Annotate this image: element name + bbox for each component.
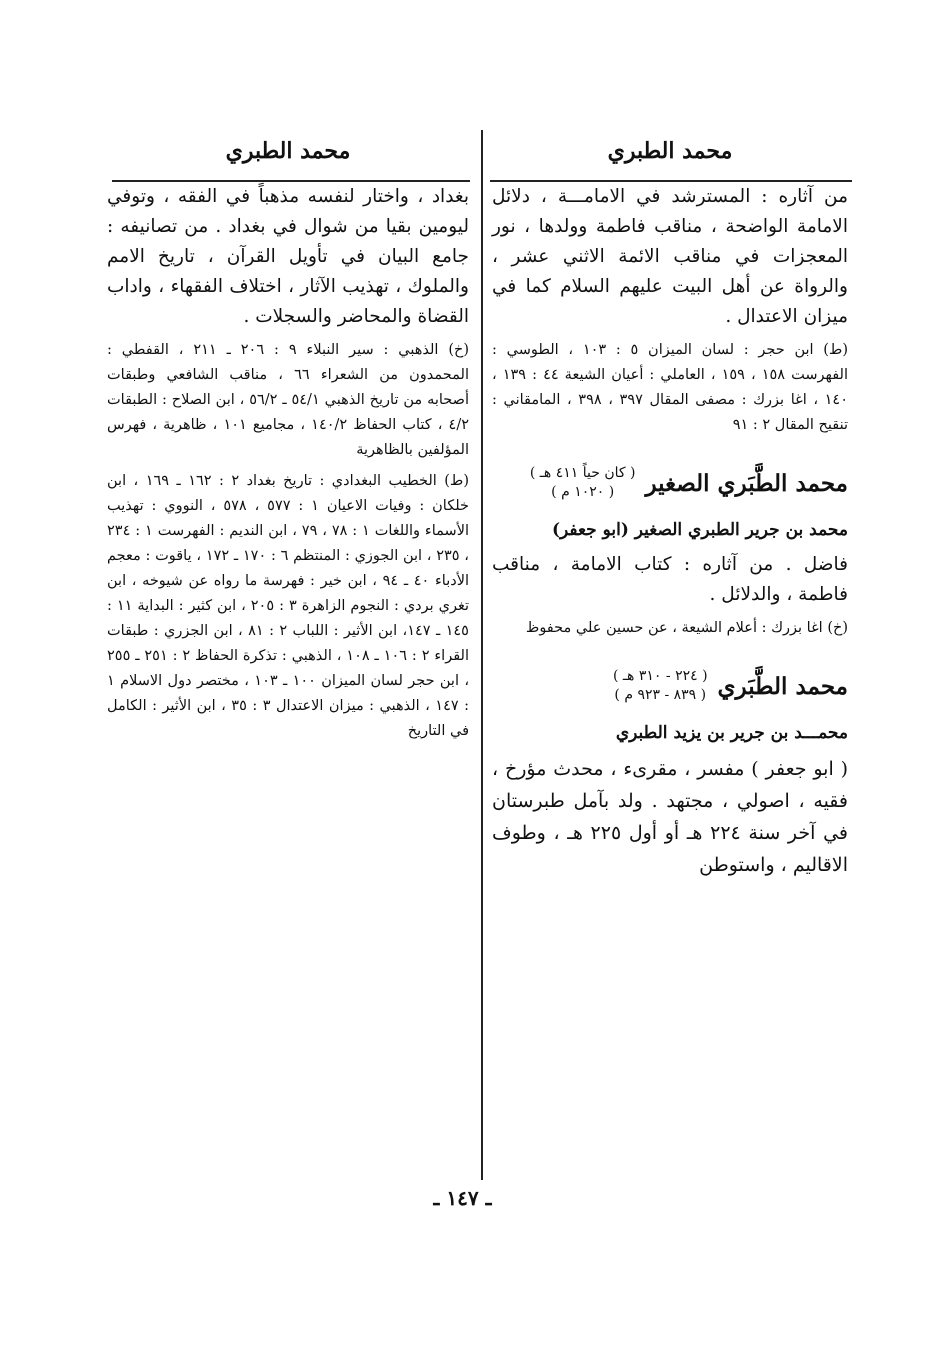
right-running-header: محمد الطبري — [607, 138, 733, 164]
entry-dates-gregorian: ( ١٠٢٠ م ) — [551, 484, 615, 500]
right-column — [492, 130, 848, 887]
entry-name: محمد الطَّبَري — [717, 672, 848, 700]
continuation-paragraph: بغداد ، واختار لنفسه مذهباً في الفقه ، وتوفي ليومين بقيا من شوال في بغداد . من تصانيفه : جامع البيان في تأويل القرآن ، تاريخ الامم والملوك ، تهذيب الآثار ، اختلاف الفقهاء ، واداب القضاة والمحاضر والسجلات . — [107, 186, 469, 327]
entry-text: ( ابو جعفر ) مفسر ، مقرىء ، محدث مؤرخ ، فقيه ، اصولي ، مجتهد . ولد بآمل طبرستان في آخر سنة ٢٢٤ هـ أو أول ٢٢٥ هـ ، وطوف الاقاليم ، واستوطن — [492, 758, 848, 876]
entry-full-name: محمد بن جرير الطبري الصغير (ابو جعفر) — [551, 520, 848, 540]
entry-references: (خ) اغا بزرك : أعلام الشيعة ، عن حسين علي محفوظ — [525, 620, 848, 636]
left-column — [107, 130, 469, 750]
left-running-header: محمد الطبري — [225, 138, 351, 164]
entry-text: فاضل . من آثاره : كتاب الامامة ، مناقب فاطمة ، والدلائل . — [492, 554, 848, 605]
page-number: ـ ١٤٧ ـ — [433, 1186, 492, 1210]
entry-dates-hijri: ( كان حياً ٤١١ هـ ) — [529, 465, 636, 481]
intro-references: (ط) ابن حجر : لسان الميزان ٥ : ١٠٣ ، الطوسي : الفهرست ١٥٨ ، ١٥٩ ، العاملي : أعيان الشيعة ٤٤ : ١٣٩ ، ١٤٠ ، اغا بزرك : مصفى المقال ٣٩٧ ، ٣٩٨ ، المامقاني : تنقيح المقال ٢ : ٩١ — [492, 342, 849, 433]
entry-dates — [530, 464, 636, 502]
printed-references: (ط) الخطيب البغدادي : تاريخ بغداد ٢ : ١٦٢ ـ ١٦٩ ، ابن خلكان : وفيات الاعيان ١ : ٥٧٧ ، ٥٧٨ ، النووي : تهذيب الأسماء واللغات ١ : ٧٨ ، ٧٩ ، ابن النديم : الفهرست ١ : ٢٣٤ ، ٢٣٥ ، ابن الجوزي : المنتظم ٦ : ١٧٠ ـ ١٧٢ ، ياقوت : معجم الأدباء ٤٠ ـ ٩٤ ، ابن خير : فهرسة ما رواه عن شيوخه ، ابن تغري بردي : النجوم الزاهرة ٣ : ٢٠٥ ، ابن كثير : البداية ١١ : ١٤٥ ـ ١٤٧، ابن الأثير : اللباب ٢ : ٨١ ، ابن الجزري : طبقات القراء ٢ : ١٠٦ ـ ١٠٨ ، الذهبي : تذكرة الحفاظ ٢ : ٢٥١ ـ ٢٥٥ ، ابن حجر لسان الميزان ١٠٠ ـ ١٠٣ ، مختصر دول الاسلام ١ : ١٤٧ ، الذهبي : ميزان الاعتدال ٣ : ٣٥ ، ابن الأثير : الكامل في التاريخ — [107, 473, 470, 739]
entry-heading-tabari — [492, 667, 848, 705]
column-divider — [481, 130, 483, 1180]
entry-name: محمد الطَّبَري الصغير — [645, 469, 848, 497]
entry-dates-hijri: ( ٢٢٤ - ٣١٠ هـ ) — [613, 668, 708, 684]
entry-heading-tabari-saghir — [492, 464, 848, 502]
entry-full-name: محمـــد بن جرير بن يزيد الطبري — [615, 723, 848, 743]
entry-dates — [613, 667, 708, 705]
manuscript-references: (خ) الذهبي : سير النبلاء ٩ : ٢٠٦ ـ ٢١١ ، القفطي : المحمدون من الشعراء ٦٦ ، مناقب الشافعي وطبقات أصحابه من تاريخ الذهبي ٥٤/١ ـ ٥٦/٢ ، ابن الصلاح : الطبقات ٤/٢ ، كتاب الحفاظ ١٤٠/٢ ، مجاميع ١٠١ ، ظاهرية ، فهرس المؤلفين بالظاهرية — [107, 342, 470, 458]
intro-paragraph: من آثاره : المسترشد في الامامـــة ، دلائل الامامة الواضحة ، مناقب فاطمة وولدها ، نور المعجزات في مناقب الائمة الاثني عشر ، والرواة عن أهل البيت عليهم السلام كما في ميزان الاعتدال . — [492, 186, 848, 327]
entry-dates-gregorian: ( ٨٣٩ - ٩٢٣ م ) — [614, 687, 707, 703]
